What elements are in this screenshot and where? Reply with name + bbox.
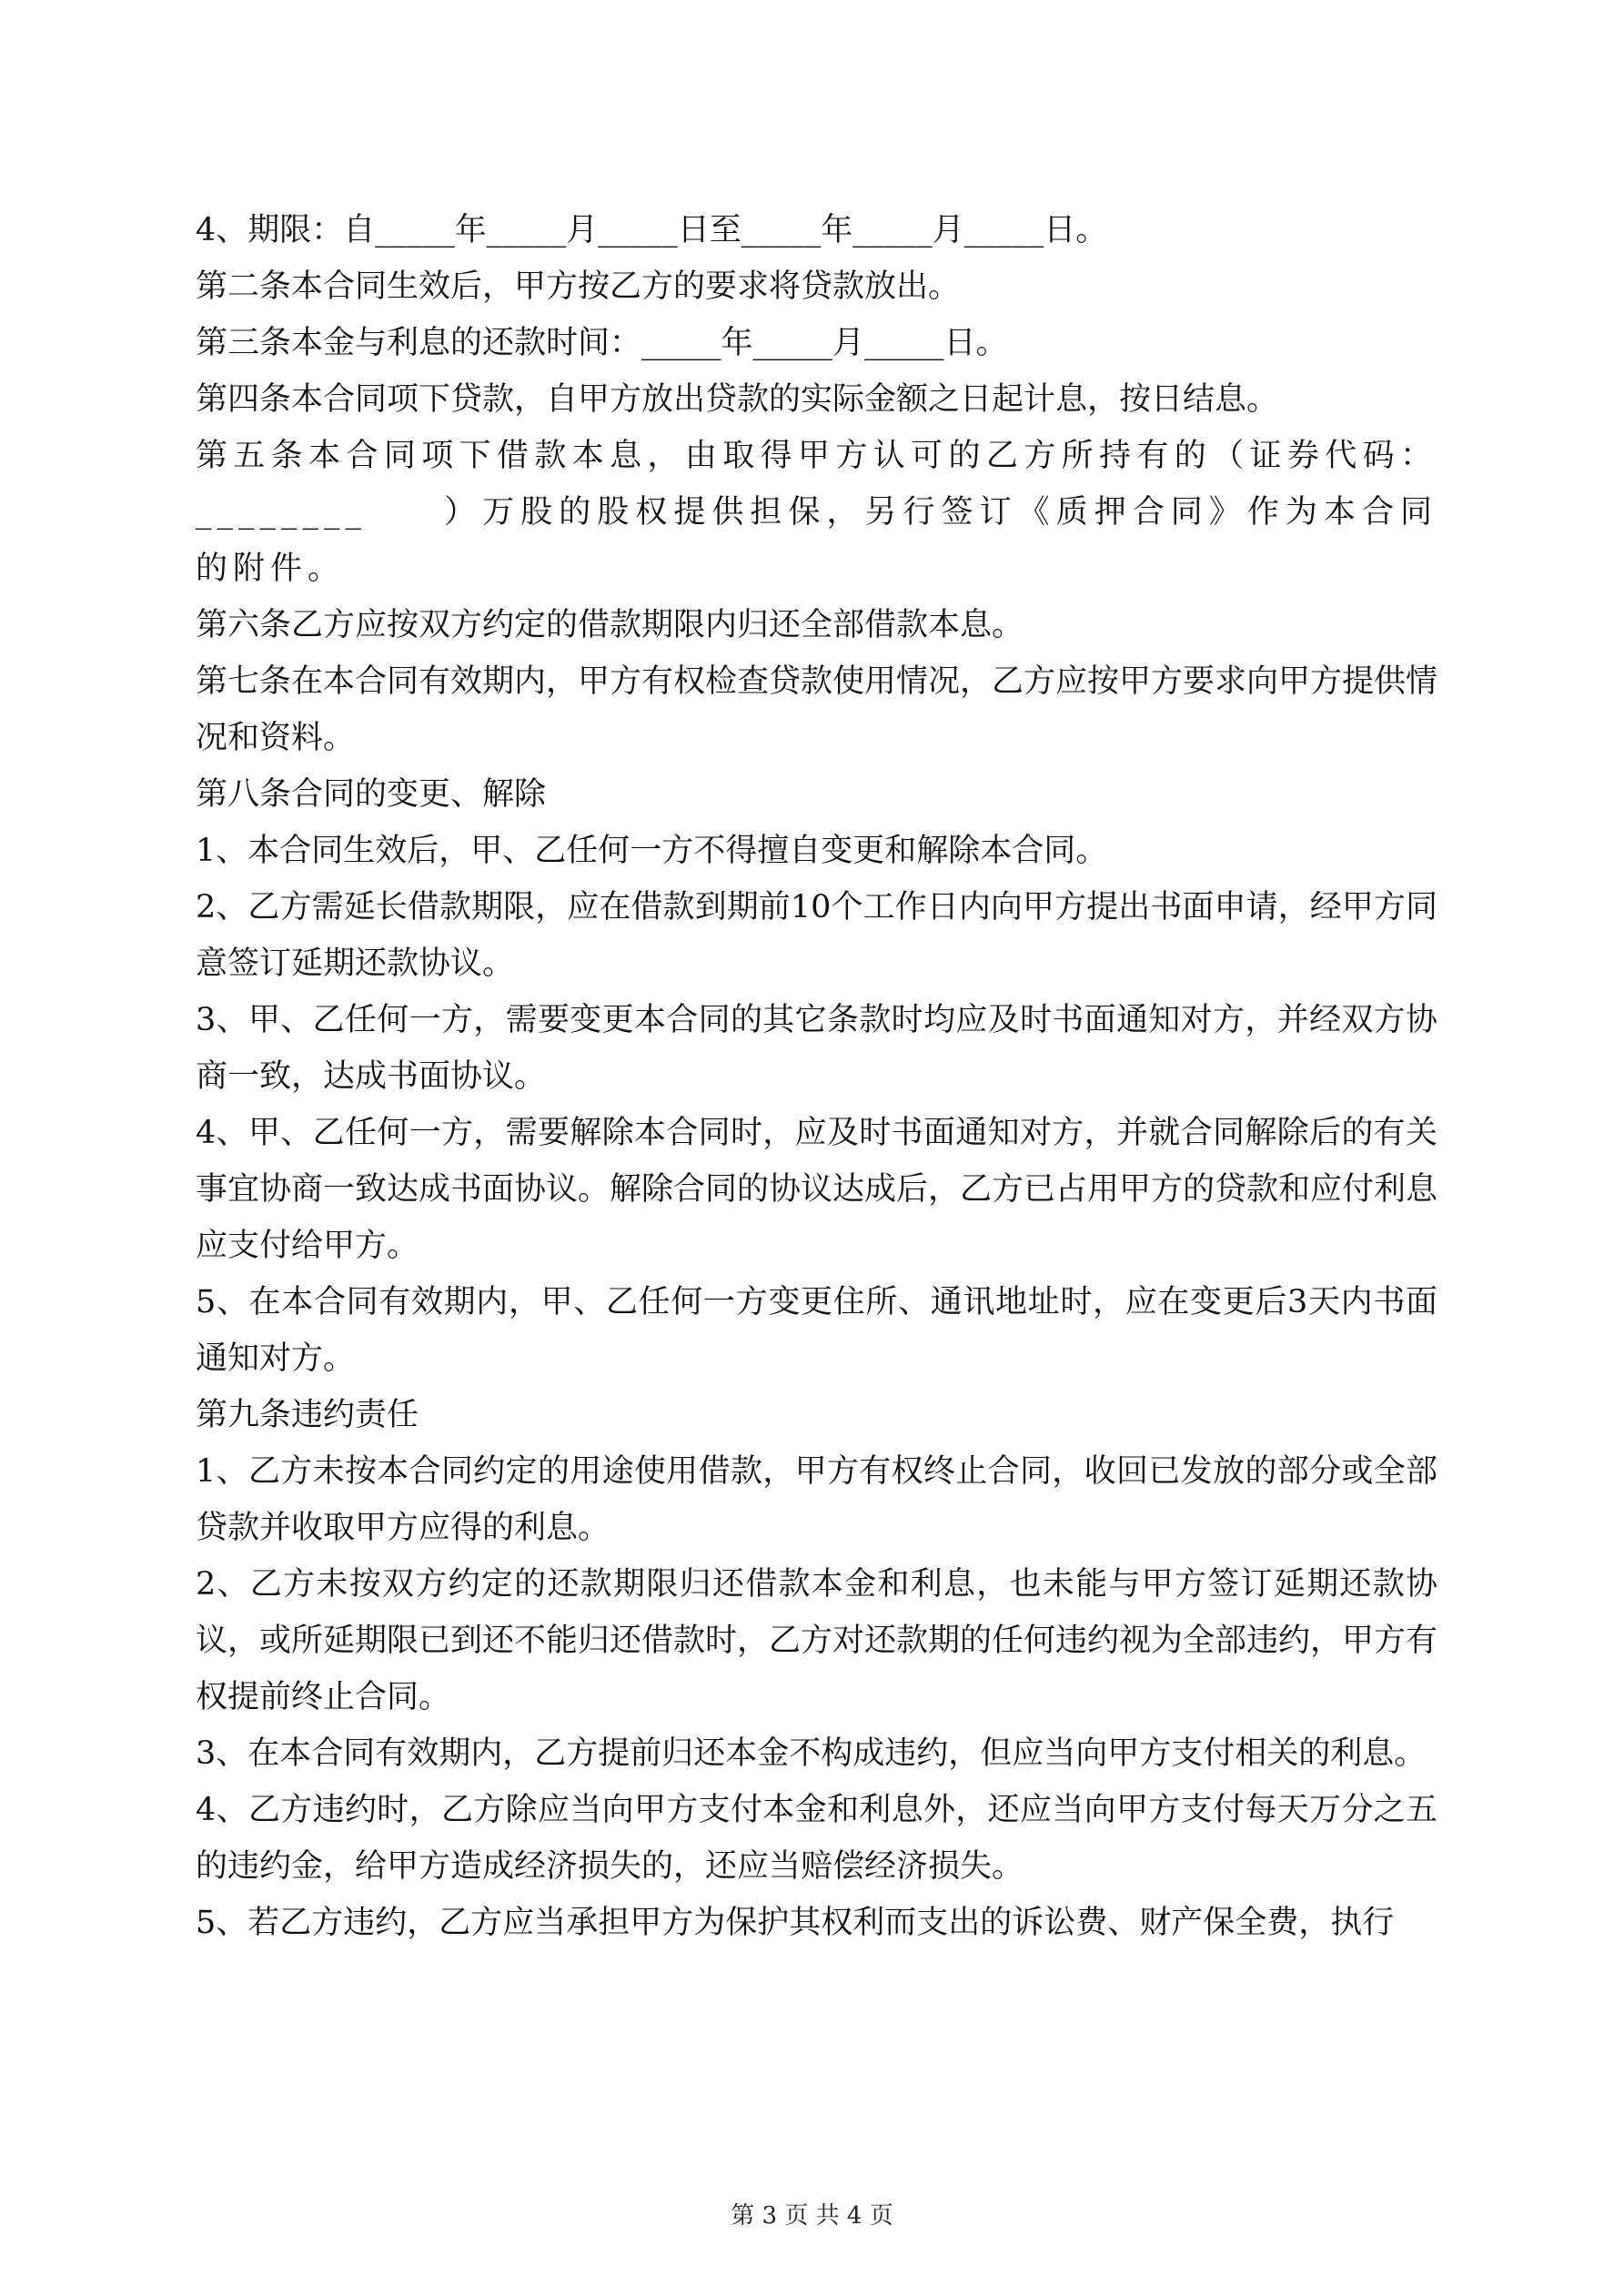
article-5: 第五条本合同项下借款本息，由取得甲方认可的乙方所持有的（证券代码：________ ）万股的股权提供担保，另行签订《质押合同》作为本合同的附件。: [196, 438, 1437, 587]
page-number-footer: 第 3 页 共 4 页: [731, 2202, 893, 2230]
article-4: 第四条本合同项下贷款，自甲方放出贷款的实际金额之日起计息，按日结息。: [196, 381, 1279, 418]
article-9-item-3: 3、在本合同有效期内，乙方提前归还本金不构成违约，但应当向甲方支付相关的利息。: [196, 1735, 1427, 1772]
article-2: 第二条本合同生效后，甲方按乙方的要求将贷款放出。: [196, 268, 961, 305]
article-8-item-4: 4、甲、乙任何一方，需要解除本合同时，应及时书面通知对方，并就合同解除后的有关事宜协商一致达成书面协议。解除合同的协议达成后，乙方已占用甲方的贷款和应付利息应支付给甲方。: [196, 1115, 1438, 1264]
document-body: [196, 202, 1437, 1951]
article-8-item-2: 2、乙方需延长借款期限，应在借款到期前10个工作日内向甲方提出书面申请，经甲方同意签订延期还款协议。: [196, 889, 1437, 982]
article-9-heading: 第九条违约责任: [196, 1397, 419, 1433]
article-9-item-5: 5、若乙方违约，乙方应当承担甲方为保护其权利而支出的诉讼费、财产保全费，执行: [196, 1905, 1395, 1941]
article-8-item-5: 5、在本合同有效期内，甲、乙任何一方变更住所、通讯地址时，应在变更后3天内书面通知对方。: [196, 1284, 1437, 1377]
article-6: 第六条乙方应按双方约定的借款期限内归还全部借款本息。: [196, 607, 1024, 643]
article-9-item-2: 2、乙方未按双方约定的还款期限归还借款本金和利息，也未能与甲方签订延期还款协议，或所延期限已到还不能归还借款时，乙方对还款期的任何违约视为全部违约，甲方有权提前终止合同。: [196, 1566, 1438, 1715]
article-3: 第三条本金与利息的还款时间：_____年_____月_____日。: [196, 325, 1008, 361]
article-8-heading: 第八条合同的变更、解除: [196, 776, 547, 813]
article-8-item-1: 1、本合同生效后，甲、乙任何一方不得擅自变更和解除本合同。: [196, 833, 1108, 869]
article-7: 第七条在本合同有效期内，甲方有权检查贷款使用情况，乙方应按甲方要求向甲方提供情况和资料。: [196, 663, 1438, 756]
article-8-item-3: 3、甲、乙任何一方，需要变更本合同的其它条款时均应及时书面通知对方，并经双方协商一致，达成书面协议。: [196, 1002, 1437, 1095]
article-9-item-1: 1、乙方未按本合同约定的用途使用借款，甲方有权终止合同，收回已发放的部分或全部贷款并收取甲方应得的利息。: [196, 1453, 1437, 1546]
clause-term-period: 4、期限：自_____年_____月_____日至_____年_____月_____日。: [196, 212, 1108, 248]
article-9-item-4: 4、乙方违约时，乙方除应当向甲方支付本金和利息外，还应当向甲方支付每天万分之五的违约金，给甲方造成经济损失的，还应当赔偿经济损失。: [196, 1792, 1437, 1885]
